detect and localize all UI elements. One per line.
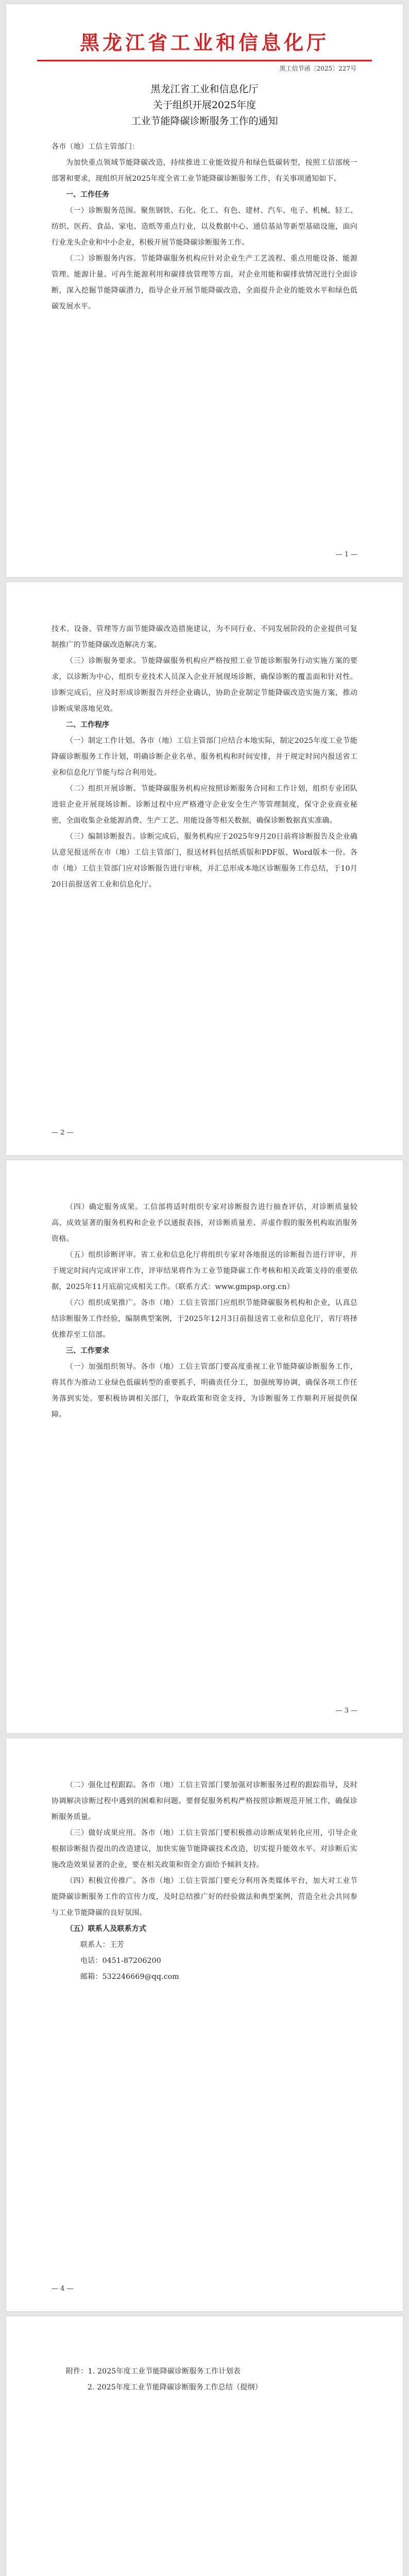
section-2-task-6: （六）组织成果推广。各市（地）工信主管部门应组织节能降碳服务机构和企业，认真总结诊断服务工作经验，编制典型案例，于2025年12月3日前报送省工业和信息化厅，省厅将择优推荐至工信部。 bbox=[52, 1299, 357, 1339]
document-page-3 bbox=[6, 1160, 403, 1733]
attachments-block bbox=[52, 2364, 357, 2396]
section-3-task-3: （三）做好成果应用。各市（地）工信主管部门要积极推动诊断成果转化应用，引导企业根据诊断报告提出的改造建议，加快实施节能降碳技术改造，切实提升能效水平。对诊断后实施改造效果显著的企业，要在相关政策和资金方面给予倾斜支持。 bbox=[52, 1829, 357, 1869]
red-header-rule bbox=[37, 60, 372, 61]
document-page-5 bbox=[6, 2316, 403, 2576]
page-2-body bbox=[52, 621, 357, 893]
attachment-label bbox=[52, 2364, 357, 2380]
title-line-3: 工业节能降碳诊断服务工作的通知 bbox=[131, 115, 278, 127]
document-number: 黑工信节函〔2025〕227号 bbox=[279, 65, 356, 72]
section-1-task-2: （二）诊断服务内容。节能降碳服务机构应针对企业生产工艺流程、重点用能设备、能源管理、能源计量、可再生能源利用和碳排放管理等方面，对企业用能和碳排放情况进行全面诊断，深入挖掘节能降碳潜力，指导企业开展节能降碳改造，全面提升企业的能效水平和绿色低碳发展水平。 bbox=[52, 255, 357, 311]
page-4-body bbox=[52, 1777, 357, 1985]
section-3-task-1: （一）加强组织领导。各市（地）工信主管部门要高度重视工业节能降碳诊断服务工作，将其作为推动工业绿色低碳转型的重要抓手，明确责任分工，加强统筹协调，确保各项工作任务落到实处。要积极协调相关部门，争取政策和资金支持，为诊断服务工作顺利开展提供保障。 bbox=[52, 1363, 357, 1419]
intro-paragraph: 为加快重点领域节能降碳改造，持续推进工业能效提升和绿色低碳转型，按照工信部统一部署和要求，现组织开展2025年度全省工业节能降碳诊断服务工作，有关事项通知如下。 bbox=[52, 159, 357, 183]
section-2-heading: 二、工作程序 bbox=[66, 721, 109, 729]
page-number: — 4 — bbox=[52, 2285, 74, 2293]
document-page-1 bbox=[6, 4, 403, 577]
section-1-task-1: （一）诊断服务范围。聚焦钢铁、石化、化工、有色、建材、汽车、电子、机械、轻工、纺织、医药、食品、家电、造纸等重点行业，以及数据中心、通信基站等新型基础设施，面向行业龙头企业和中小企业，积极开展节能降碳诊断服务工作。 bbox=[52, 207, 357, 247]
attachment-1: 1. 2025年度工业节能降碳诊断服务工作计划表 bbox=[88, 2367, 241, 2376]
section-3-task-2: （二）强化过程跟踪。各市（地）工信主管部门要加强对诊断服务过程的跟踪指导，及时协调解决诊断过程中遇到的困难和问题。要督促服务机构严格按照诊断规范开展工作，确保诊断服务质量。 bbox=[52, 1781, 357, 1821]
section-2-task-3: （三）编制诊断报告。诊断完成后，服务机构应于2025年9月20日前将诊断报告及企业确认意见报送所在市（地）工信主管部门，报送材料包括纸质版和PDF版、Word版本一份。各市（地）工信主管部门应对诊断报告进行审核，并汇总形成本地区诊断服务工作总结，于10月20日前报送省工业和信息化厅。 bbox=[52, 833, 357, 889]
section-2-task-1: （一）制定工作计划。各市（地）工信主管部门应结合本地实际，制定2025年度工业节能降碳诊断服务工作计划，明确诊断企业名单、服务机构和时间安排，并于规定时间内报送省工业和信息化厅节能与综合利用处。 bbox=[52, 737, 357, 777]
title-line-2: 关于组织开展2025年度 bbox=[152, 99, 257, 111]
section-1-task-2-continued: 技术、设备、管理等方面节能降碳改造措施建议，为不同行业、不同发展阶段的企业提供可复制推广的节能降碳改造解决方案。 bbox=[52, 625, 357, 649]
page-number: — 1 — bbox=[335, 551, 357, 558]
section-3-task-4: （四）积极宣传推广。各市（地）工信主管部门要充分利用各类媒体平台，加大对工业节能降碳诊断服务工作的宣传力度，及时总结推广好的经验做法和典型案例，营造全社会共同参与工业节能降碳的良好氛围。 bbox=[52, 1877, 357, 1917]
attachment-2: 2. 2025年度工业节能降碳诊断服务工作总结（提纲） bbox=[88, 2383, 262, 2392]
section-2-task-4: （四）确定服务成果。工信部将适时组织专家对诊断报告进行抽查评估，对诊断质量较高、成效显著的服务机构和企业予以通报表扬，对诊断质量差、弄虚作假的服务机构取消服务资格。 bbox=[52, 1203, 357, 1243]
section-2-task-5: （五）组织诊断评审。省工业和信息化厅将组织专家对各地报送的诊断报告进行评审，并于规定时间内完成评审工作，评审结果将作为工业节能降碳工作考核和相关政策支持的重要依据，2025年11月底前完成相关工作。（联系方式：www.gmpsp.org.cn） bbox=[52, 1251, 357, 1291]
document-page-4 bbox=[6, 1738, 403, 2311]
document-title bbox=[6, 81, 403, 129]
section-3-heading: 三、工作要求 bbox=[66, 1347, 109, 1355]
section-2-task-2: （二）组织开展诊断。节能降碳服务机构应按照诊断服务合同和工作计划，组织专业团队进驻企业开展现场诊断。诊断过程中应严格遵守企业安全生产等管理制度，保守企业商业秘密，全面收集企业能源消费、生产工艺、用能设备等相关数据，确保诊断数据真实准确。 bbox=[52, 785, 357, 825]
page-number: — 3 — bbox=[335, 1707, 357, 1715]
contact-heading: （五）联系人及联系方式 bbox=[66, 1925, 147, 1933]
page-number: — 2 — bbox=[52, 1129, 74, 1137]
section-1-task-3: （三）诊断服务要求。节能降碳服务机构应严格按照工业节能诊断服务行动实施方案的要求，以诊断为中心，组织专业技术人员深入企业开展现场诊断，确保诊断的覆盖面和针对性。诊断完成后，应及时形成诊断报告并经企业确认，协助企业制定节能降碳改造实施方案，推动诊断成果落地见效。 bbox=[52, 657, 357, 713]
page-1-body bbox=[52, 139, 357, 315]
contact-email: 邮箱：532246669@qq.com bbox=[80, 1973, 179, 1981]
org-header-title: 黑龙江省工业和信息化厅 bbox=[79, 31, 329, 54]
title-line-1: 黑龙江省工业和信息化厅 bbox=[150, 83, 259, 95]
attachment-label-text: 附件： bbox=[66, 2367, 88, 2376]
section-1-heading: 一、工作任务 bbox=[66, 191, 109, 199]
document-page-2 bbox=[6, 582, 403, 1155]
contact-person: 联系人：王芳 bbox=[80, 1941, 125, 1949]
contact-phone: 电话：0451-87206200 bbox=[80, 1957, 161, 1965]
addressee: 各市（地）工信主管部门： bbox=[52, 143, 140, 151]
page-3-body bbox=[52, 1199, 357, 1423]
